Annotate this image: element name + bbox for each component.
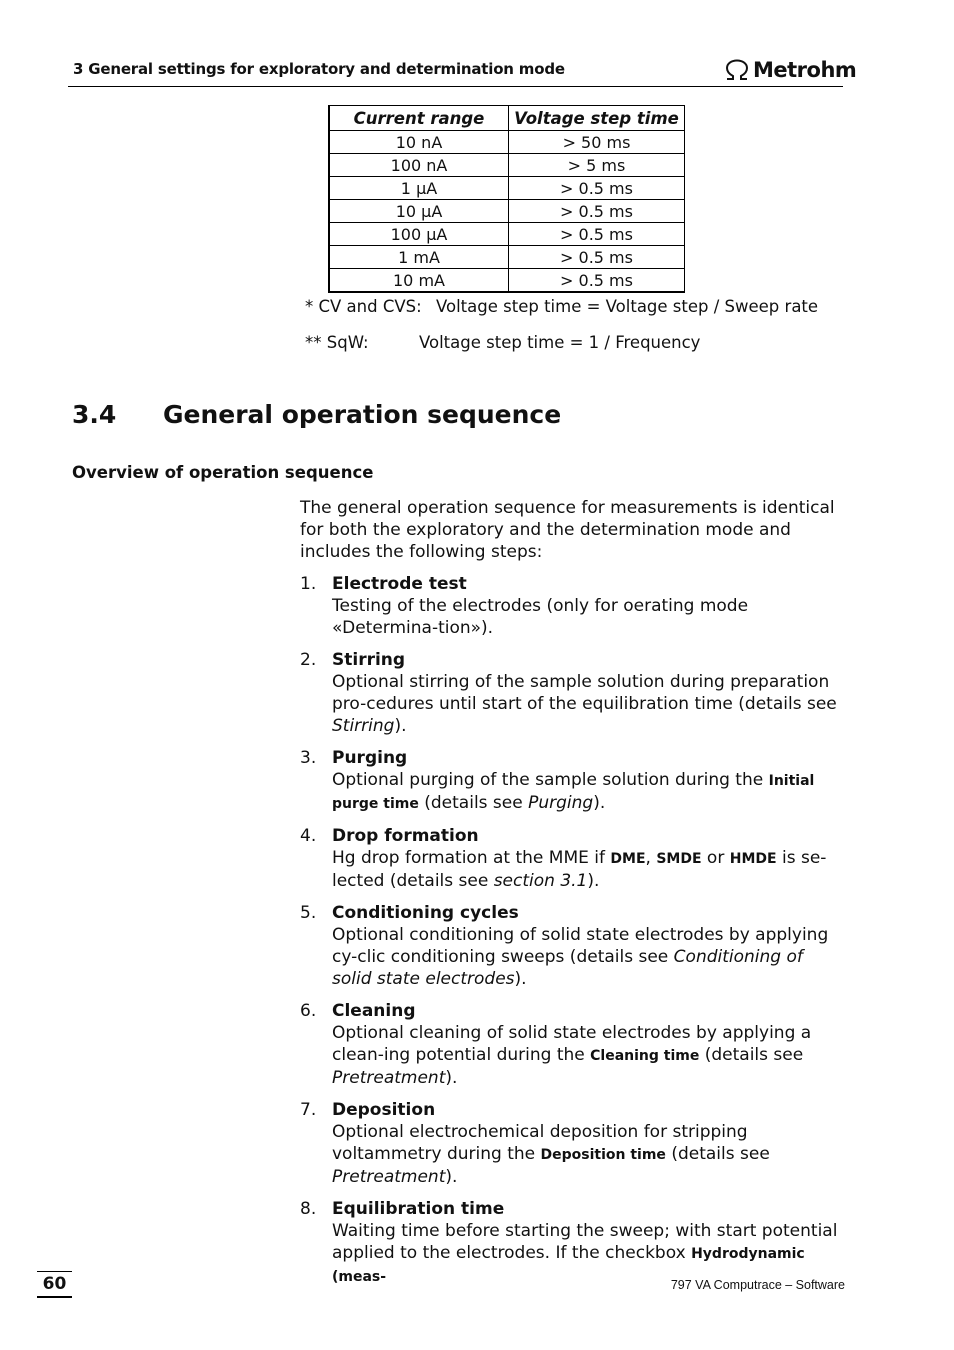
step-description [332,1221,837,1286]
step-title: Electrode test [332,574,467,594]
step-body [332,902,845,990]
step-title: Deposition [332,1100,436,1120]
cell-voltage-step-time: > 0.5 ms [509,246,685,269]
table-row [329,223,685,246]
reference-text: Pretreatment [332,1068,446,1088]
cell-current-range: 1 μA [329,177,509,200]
step-title: Drop formation [332,826,479,846]
step-body [332,649,845,737]
ui-term: Initial purge time [332,773,815,812]
step-description [332,596,748,638]
cell-voltage-step-time: > 0.5 ms [509,177,685,200]
list-item [300,573,845,639]
list-item [300,747,845,815]
step-title: Purging [332,748,408,768]
reference-text: Conditioning of solid state electrodes [332,947,803,989]
section-title: General operation sequence [163,400,562,429]
reference-text: Purging [528,793,594,813]
step-title: Equilibration time [332,1199,505,1219]
cell-voltage-step-time: > 0.5 ms [509,269,685,293]
omega-icon [724,59,750,81]
step-number: 5. [300,903,317,923]
note-text: Voltage step time = Voltage step / Sweep rate [436,297,819,316]
reference-text: Stirring [332,716,395,736]
table-row [329,269,685,293]
cell-voltage-step-time: > 0.5 ms [509,200,685,223]
text-run: is se-lected (details see [332,848,827,891]
step-body [332,1000,845,1089]
list-item [300,649,845,737]
text-run: ). [514,969,527,989]
table-header-row [329,106,685,131]
table-row [329,246,685,269]
table-row [329,200,685,223]
text-run: or [701,848,730,868]
text-run: Optional purging of the sample solution during the [332,770,769,790]
page-number: 60 [37,1271,72,1298]
cell-current-range: 10 mA [329,269,509,293]
section-number: 3.4 [72,400,117,429]
text-run: , [645,848,657,868]
cell-voltage-step-time: > 50 ms [509,131,685,154]
text-run: (details see [699,1045,804,1065]
table-row [329,177,685,200]
ui-term: Deposition time [540,1147,666,1163]
step-number: 7. [300,1100,317,1120]
step-list [300,573,845,1298]
step-number: 4. [300,826,317,846]
step-description [332,672,837,736]
note-label: * CV and CVS: [305,297,422,316]
step-description [332,770,814,813]
footer-product: 797 VA Computrace – Software [670,1278,845,1292]
text-run: Optional conditioning of solid state electrodes by applying cy-clic conditioning sweeps (details see [332,925,829,967]
reference-text: Pretreatment [332,1167,446,1187]
text-run: Optional electrochemical deposition for stripping voltammetry during the [332,1122,748,1164]
step-number: 1. [300,574,317,594]
voltage-step-table [328,105,685,293]
logo-text: Metrohm [753,58,857,82]
table-row [329,154,685,177]
list-item [300,1099,845,1188]
text-run: ). [587,871,600,891]
cell-current-range: 1 mA [329,246,509,269]
step-description [332,1023,811,1088]
note-sqw [305,333,700,352]
cell-voltage-step-time: > 0.5 ms [509,223,685,246]
ui-term: DME [610,851,646,867]
cell-current-range: 10 nA [329,131,509,154]
text-run: ). [593,793,606,813]
ui-term: HMDE [729,851,777,867]
column-header-current-range: Current range [329,106,509,131]
chapter-header: 3 General settings for exploratory and determination mode [73,60,565,78]
step-body [332,1198,845,1288]
ui-term: Hydrodynamic (meas- [332,1246,805,1285]
cell-current-range: 100 μA [329,223,509,246]
note-cv-cvs [305,297,818,316]
ui-term: SMDE [656,851,702,867]
list-item [300,1198,845,1288]
step-number: 6. [300,1001,317,1021]
step-title: Conditioning cycles [332,903,519,923]
list-item [300,825,845,892]
table-row [329,131,685,154]
step-title: Cleaning [332,1001,416,1021]
text-run: Optional cleaning of solid state electrodes by applying a clean-ing potential during the [332,1023,812,1065]
metrohm-logo [724,58,856,82]
step-body [332,825,845,892]
column-header-voltage-step-time: Voltage step time [509,106,685,131]
reference-text: section 3.1 [493,871,588,891]
step-number: 3. [300,748,317,768]
step-number: 8. [300,1199,317,1219]
text-run: (details see [418,793,529,813]
header-rule [68,86,843,87]
list-item [300,1000,845,1089]
text-run: Testing of the electrodes (only for oerating mode «Determina-tion»). [332,596,749,638]
step-body [332,573,845,639]
note-text: Voltage step time = 1 / Frequency [419,333,701,352]
step-description [332,1122,770,1187]
text-run: ). [445,1068,458,1088]
cell-current-range: 100 nA [329,154,509,177]
text-run: Optional stirring of the sample solution during preparation pro-cedures until start of the equilibration time (details see [332,672,837,714]
step-body [332,747,845,815]
step-title: Stirring [332,650,406,670]
note-label: ** SqW: [305,333,369,352]
list-item [300,902,845,990]
cell-current-range: 10 μA [329,200,509,223]
ui-term: Cleaning time [590,1048,700,1064]
step-description [332,925,828,989]
step-body [332,1099,845,1188]
subheading: Overview of operation sequence [72,463,374,482]
step-number: 2. [300,650,317,670]
intro-paragraph: The general operation sequence for measurements is identical for both the exploratory and the determination mode and includes the following steps: [300,498,835,562]
text-run: Hg drop formation at the MME if [332,848,611,868]
cell-voltage-step-time: > 5 ms [509,154,685,177]
step-description [332,848,826,891]
text-run: ). [445,1167,458,1187]
text-run: (details see [665,1144,770,1164]
text-run: Waiting time before starting the sweep; with start potential applied to the electrodes. If the checkbox [332,1221,838,1263]
text-run: ). [394,716,407,736]
